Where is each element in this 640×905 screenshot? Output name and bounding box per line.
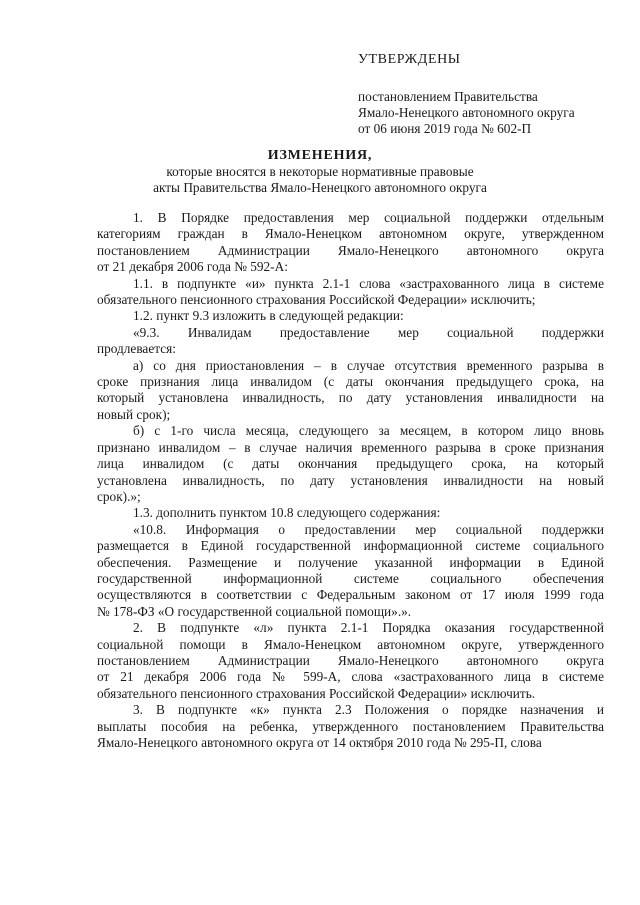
paragraph-line: от 21 декабря 2006 года № 592-А:: [97, 259, 288, 275]
paragraph-line: обязательного пенсионного страхования Российской Федерации» исключить.: [97, 685, 536, 701]
paragraph: [97, 308, 604, 324]
approval-line: Ямало-Ненецкого автономного округа: [358, 105, 575, 120]
paragraph: [97, 358, 604, 424]
paragraph: [97, 505, 604, 521]
paragraph-line: выплаты пособия на ребенка, утвержденного постановлением Правительства: [97, 718, 604, 734]
title-subline: которые вносятся в некоторые нормативные правовые: [166, 164, 474, 179]
paragraph: [97, 325, 604, 358]
paragraph-line: срок).»;: [97, 488, 141, 504]
document-title: [0, 147, 640, 196]
paragraph-line: постановлением Администрации Ямало-Ненецкого автономного округа: [97, 242, 604, 258]
paragraph: [97, 522, 604, 620]
paragraph-line: «9.3. Инвалидам предоставление мер социальной поддержки: [133, 324, 604, 340]
paragraph-line: обеспечения. Размещение и получение указанной информации в Единой: [97, 554, 604, 570]
paragraph-line: а) со дня приостановления – в случае отсутствия временного разрыва в: [133, 357, 604, 373]
paragraph-line: социальной помощи в Ямало-Ненецком автономном округе, утвержденного: [97, 636, 604, 652]
paragraph-line: от 21 декабря 2006 года № 599-А, слова «застрахованного лица в системе: [97, 669, 604, 685]
approval-line: постановлением Правительства: [358, 89, 538, 104]
paragraph: [97, 620, 604, 702]
paragraph-line: сроке признания лица инвалидом (с даты окончания предыдущего срока, на: [97, 374, 604, 390]
paragraph-line: осуществляются в соответствии с Федеральным законом от 17 июля 1999 года: [97, 587, 604, 603]
document-body: [97, 210, 604, 751]
paragraph-line: постановлением Администрации Ямало-Ненецкого автономного округа: [97, 652, 604, 668]
paragraph-line: признано инвалидом – в случае наличия временного разрыва в сроке признания: [97, 439, 604, 455]
approval-block: [358, 52, 618, 137]
paragraph-line: лица инвалидом (с даты окончания предыдущего срока, на который: [97, 456, 604, 472]
paragraph-line: обязательного пенсионного страхования Российской Федерации» исключить;: [97, 292, 536, 308]
paragraph-line: размещается в Единой государственной информационной системе социального: [97, 538, 604, 554]
paragraph-line: 1.2. пункт 9.3 изложить в следующей редакции:: [133, 308, 404, 324]
paragraph-line: № 178-ФЗ «О государственной социальной помощи».».: [97, 603, 412, 619]
paragraph-line: «10.8. Информация о предоставлении мер социальной поддержки: [133, 521, 604, 537]
paragraph-line: установлена инвалидность, по дату установления инвалидности на новый: [97, 472, 604, 488]
paragraph: [97, 210, 604, 276]
paragraph: [97, 276, 604, 309]
paragraph-line: продлевается:: [97, 341, 176, 357]
paragraph-line: категориям граждан в Ямало-Ненецком автономном округе, утвержденном: [97, 226, 604, 242]
approval-heading: УТВЕРЖДЕНЫ: [358, 52, 461, 67]
approval-line: от 06 июня 2019 года № 602-П: [358, 121, 532, 136]
paragraph-line: Ямало-Ненецкого автономного округа от 14 октября 2010 года № 295-П, слова: [97, 735, 542, 750]
title-main: ИЗМЕНЕНИЯ,: [267, 148, 373, 163]
paragraph-line: 2. В подпункте «л» пункта 2.1-1 Порядка оказания государственной: [133, 620, 604, 636]
paragraph-line: 1.3. дополнить пунктом 10.8 следующего содержания:: [133, 505, 441, 521]
paragraph-line: 1. В Порядке предоставления мер социальной поддержки отдельным: [133, 210, 604, 225]
paragraph-line: 3. В подпункте «к» пункта 2.3 Положения о порядке назначения и: [133, 702, 604, 718]
paragraph-line: 1.1. в подпункте «и» пункта 2.1-1 слова «застрахованного лица в системе: [133, 275, 604, 291]
paragraph-line: государственной информационной системе социального обеспечения: [97, 570, 604, 586]
title-subline: акты Правительства Ямало-Ненецкого автономного округа: [153, 180, 487, 195]
paragraph-line: который установлена инвалидность, по дату установления инвалидности на: [97, 390, 604, 406]
paragraph-line: б) с 1-го числа месяца, следующего за месяцем, в котором лицо вновь: [133, 423, 604, 439]
paragraph: [97, 702, 604, 751]
paragraph-line: новый срок);: [97, 406, 171, 422]
paragraph: [97, 423, 604, 505]
